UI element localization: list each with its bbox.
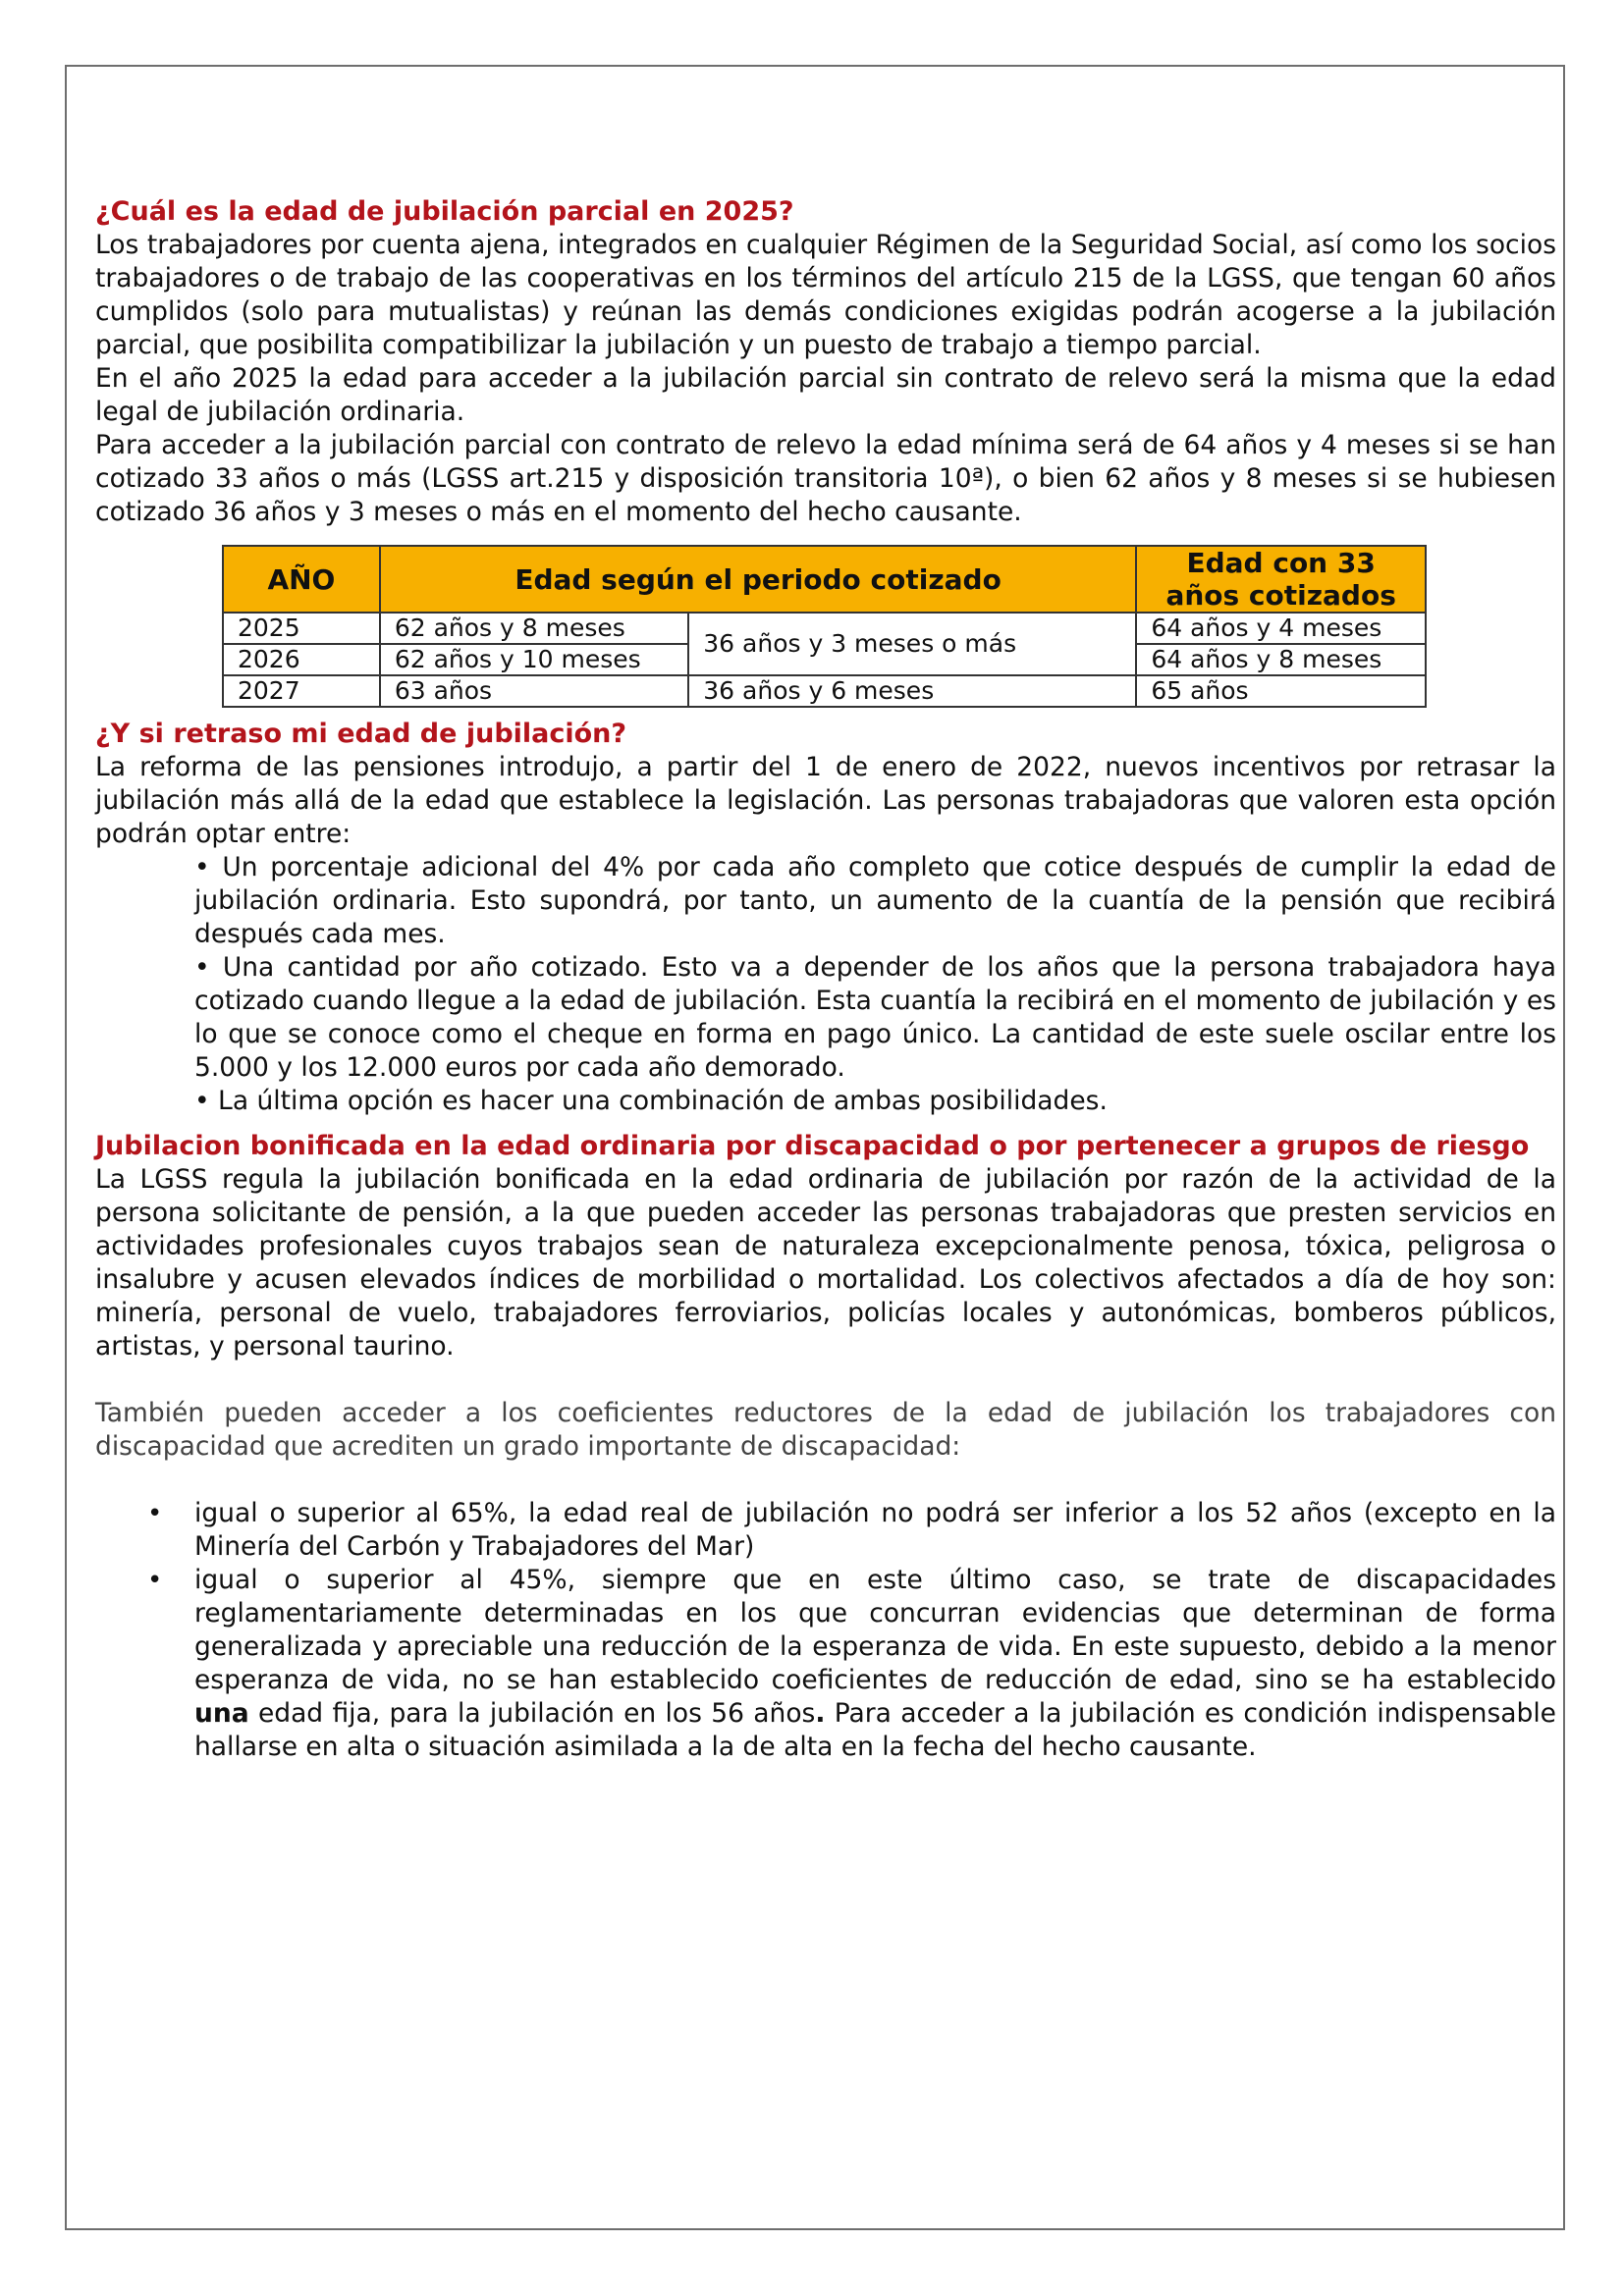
- table-header-33-years: Edad con 33 años cotizados: [1136, 546, 1426, 613]
- list-item: • Un porcentaje adicional del 4% por cada año completo que cotice después de cumplir la edad de jubilación ordinaria. Esto supondrá, por tanto, un aumento de la cuantía de la pensión que recibirá después cada mes.: [194, 852, 1556, 949]
- table-cell-year: 2027: [223, 675, 380, 707]
- table-cell-age-33: 65 años: [1136, 675, 1426, 707]
- paragraph: También pueden acceder a los coeficientes reductores de la edad de jubilación los trabajadores con discapacidad que acrediten un grado importante de discapacidad:: [95, 1398, 1556, 1462]
- list-item: [95, 1497, 1556, 1564]
- paragraph: La LGSS regula la jubilación bonificada en la edad ordinaria de jubilación por razón de la actividad de la persona solicitante de pensión, a la que pueden acceder las personas trabajadoras que presten servicios en actividades profesionales cuyos trabajos sean de naturaleza excepcionalmente penosa, tóxica, peligrosa o insalubre y acusen elevados índices de morbilidad o mortalidad. Los colectivos afectados a día de hoy son: minería, personal de vuelo, trabajadores ferroviarios, policías locales y autonómicas, bomberos públicos, artistas, y personal taurino.: [95, 1164, 1556, 1362]
- section-heading-partial-retirement: ¿Cuál es la edad de jubilación parcial en 2025?: [95, 196, 794, 227]
- table-cell-year: 2025: [223, 613, 380, 644]
- table-cell-age: 63 años: [380, 675, 688, 707]
- bold-text: una: [194, 1698, 249, 1729]
- list-item: • Una cantidad por año cotizado. Esto va a depender de los años que la persona trabajadora haya cotizado cuando llegue a la edad de jubilación. Esta cuantía la recibirá en el momento de jubilación y es lo que se conoce como el cheque en forma en pago único. La cantidad de este suele oscilar entre los 5.000 y los 12.000 euros por cada año demorado.: [194, 952, 1556, 1083]
- list-item: • La última opción es hacer una combinación de ambas posibilidades.: [194, 1086, 1108, 1116]
- table-cell-age-33: 64 años y 8 meses: [1136, 644, 1426, 675]
- list-item-text: igual o superior al 45%, siempre que en este último caso, se trate de discapacidades reglamentariamente determinadas en los que concurran evidencias que determinan de forma generalizada y apreciable una reducción de la esperanza de vida. En este supuesto, debido a la menor esperanza de vida, no se han establecido coeficientes de reducción de edad, sino se ha establecido: [194, 1565, 1556, 1695]
- disability-list: [95, 1497, 1556, 1764]
- section-heading-delay-retirement: ¿Y si retraso mi edad de jubilación?: [95, 719, 627, 749]
- retirement-age-table: [222, 545, 1427, 708]
- incentive-list: [95, 851, 1556, 1118]
- table-header-period: Edad según el periodo cotizado: [380, 546, 1136, 613]
- document-body: [95, 195, 1556, 1764]
- table-cell-age: 62 años y 8 meses: [380, 613, 688, 644]
- list-item-text: edad fija, para la jubilación en los 56 años: [248, 1698, 816, 1729]
- table-cell-period: 36 años y 3 meses o más: [688, 613, 1136, 675]
- table-header-year: AÑO: [223, 546, 380, 613]
- paragraph: Los trabajadores por cuenta ajena, integrados en cualquier Régimen de la Seguridad Social, así como los socios trabajadores o de trabajo de las cooperativas en los términos del artículo 215 de la LGSS, que tengan 60 años cumplidos (solo para mutualistas) y reúnan las demás condiciones exigidas podrán acogerse a la jubilación parcial, que posibilita compatibilizar la jubilación y un puesto de trabajo a tiempo parcial.: [95, 230, 1556, 360]
- paragraph: En el año 2025 la edad para acceder a la jubilación parcial sin contrato de relevo será la misma que la edad legal de jubilación ordinaria.: [95, 363, 1556, 427]
- table-cell-year: 2026: [223, 644, 380, 675]
- table-row: [223, 675, 1426, 707]
- table-row: [223, 613, 1426, 644]
- list-item-text: Para acceder a la jubilación es condición indispensable hallarse en alta o situación asimilada a la de alta en la fecha del hecho causante.: [194, 1698, 1556, 1762]
- table-cell-period: 36 años y 6 meses: [688, 675, 1136, 707]
- table-header-row: [223, 546, 1426, 613]
- table-cell-age-33: 64 años y 4 meses: [1136, 613, 1426, 644]
- list-item: [95, 1564, 1556, 1764]
- paragraph: La reforma de las pensiones introdujo, a partir del 1 de enero de 2022, nuevos incentivos por retrasar la jubilación más allá de la edad que establece la legislación. Las personas trabajadoras que valoren esta opción podrán optar entre:: [95, 752, 1556, 849]
- bold-text: .: [815, 1698, 826, 1729]
- table-cell-age: 62 años y 10 meses: [380, 644, 688, 675]
- section-heading-bonified-retirement: Jubilacion bonificada en la edad ordinaria por discapacidad o por pertenecer a grupos de riesgo: [95, 1131, 1530, 1161]
- paragraph: Para acceder a la jubilación parcial con contrato de relevo la edad mínima será de 64 años y 4 meses si se han cotizado 33 años o más (LGSS art.215 y disposición transitoria 10ª), o bien 62 años y 8 meses si se hubiesen cotizado 36 años y 3 meses o más en el momento del hecho causante.: [95, 430, 1556, 527]
- list-item-text: igual o superior al 65%, la edad real de jubilación no podrá ser inferior a los 52 años (excepto en la Minería del Carbón y Trabajadores del Mar): [194, 1498, 1556, 1562]
